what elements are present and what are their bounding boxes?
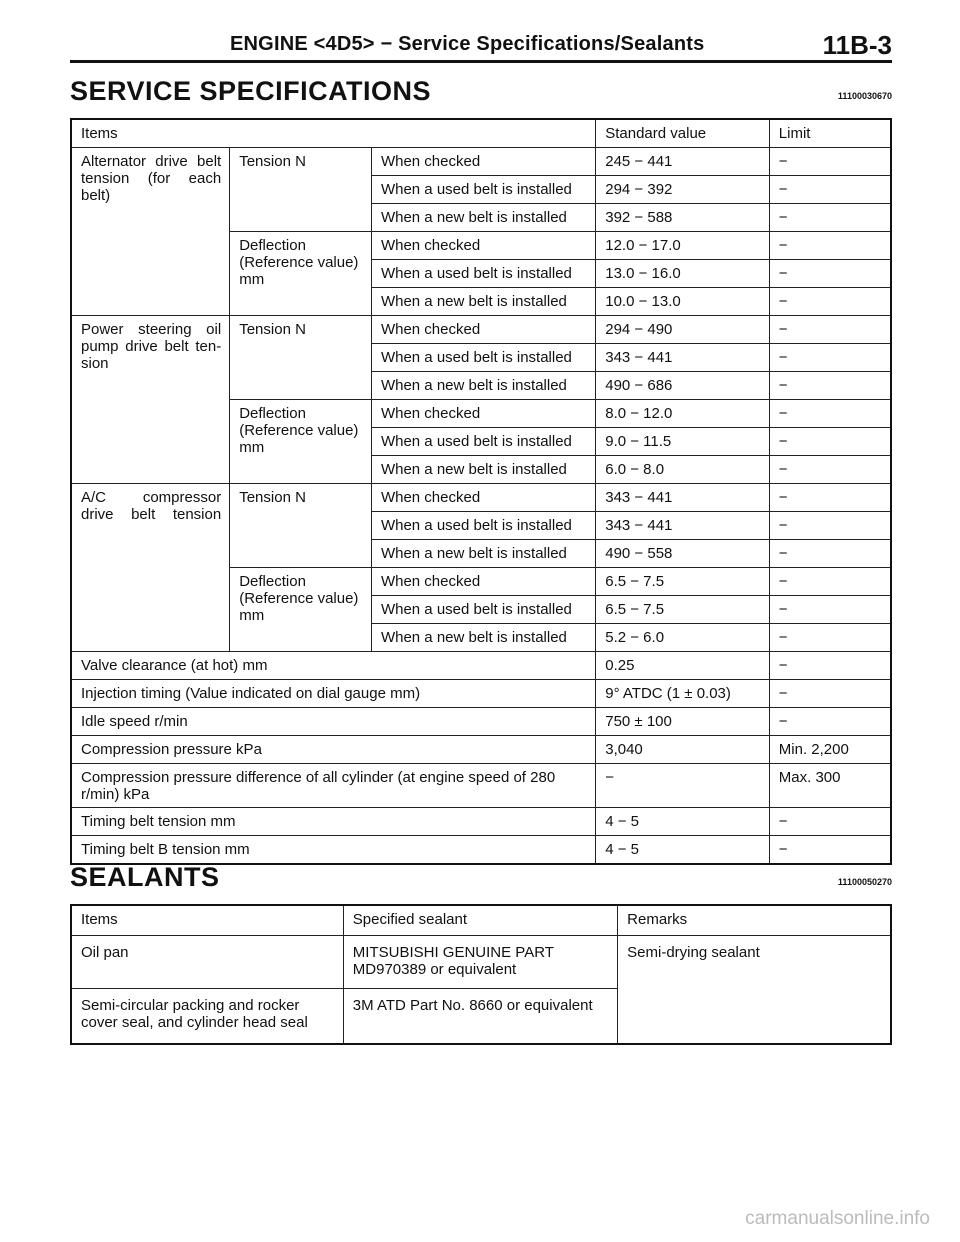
col-header-standard: Standard value <box>596 119 770 148</box>
standard-value: 9.0 − 11.5 <box>596 428 770 456</box>
standard-value: 343 − 441 <box>596 512 770 540</box>
belt-item-label: Alternator drive belt tension (for each belt) <box>71 148 230 316</box>
limit-value: − <box>769 204 891 232</box>
limit-value: − <box>769 456 891 484</box>
table-header-row <box>71 119 891 148</box>
belt-condition: When a new belt is installed <box>371 540 595 568</box>
table-row <box>71 708 891 736</box>
spec-item: Compression pressure difference of all cylinder (at engine speed of 280 r/min) kPa <box>71 764 596 808</box>
limit-value: − <box>769 316 891 344</box>
belt-condition: When checked <box>371 400 595 428</box>
sealant-item: Semi-circular packing and rocker cover seal, and cylinder head seal <box>71 989 343 1045</box>
table-row <box>71 736 891 764</box>
standard-value: 13.0 − 16.0 <box>596 260 770 288</box>
limit-value: − <box>769 512 891 540</box>
col-header-items: Items <box>71 905 343 936</box>
table-row <box>71 836 891 865</box>
deflection-label: Deflection (Reference value) mm <box>230 568 372 652</box>
spec-item: Timing belt tension mm <box>71 808 596 836</box>
standard-value: − <box>596 764 770 808</box>
col-header-sealant: Specified sealant <box>343 905 617 936</box>
spec-item: Valve clearance (at hot) mm <box>71 652 596 680</box>
standard-value: 6.5 − 7.5 <box>596 568 770 596</box>
limit-value: − <box>769 372 891 400</box>
limit-value: Min. 2,200 <box>769 736 891 764</box>
page-header <box>70 30 892 63</box>
sealant-remarks: Semi-drying sealant <box>618 936 891 1045</box>
belt-condition: When a used belt is installed <box>371 512 595 540</box>
standard-value: 6.5 − 7.5 <box>596 596 770 624</box>
limit-value: − <box>769 540 891 568</box>
belt-item-label: Power steering oil pump drive belt ten- sion <box>71 316 230 484</box>
table-header-row <box>71 905 891 936</box>
spec-item: Compression pressure kPa <box>71 736 596 764</box>
table-row <box>71 764 891 808</box>
standard-value: 294 − 490 <box>596 316 770 344</box>
belt-condition: When checked <box>371 568 595 596</box>
standard-value: 245 − 441 <box>596 148 770 176</box>
standard-value: 9° ATDC (1 ± 0.03) <box>596 680 770 708</box>
limit-value: − <box>769 428 891 456</box>
limit-value: − <box>769 232 891 260</box>
belt-condition: When a new belt is installed <box>371 204 595 232</box>
page-number: 11B-3 <box>822 30 892 60</box>
sealant-specified: 3M ATD Part No. 8660 or equivalent <box>343 989 617 1045</box>
standard-value: 294 − 392 <box>596 176 770 204</box>
sealants-title: SEALANTS <box>70 862 220 892</box>
belt-condition: When checked <box>371 484 595 512</box>
belt-condition: When a new belt is installed <box>371 372 595 400</box>
standard-value: 750 ± 100 <box>596 708 770 736</box>
table-row <box>71 484 891 512</box>
belt-condition: When a used belt is installed <box>371 428 595 456</box>
standard-value: 4 − 5 <box>596 836 770 865</box>
col-header-items: Items <box>71 119 596 148</box>
belt-condition: When a used belt is installed <box>371 260 595 288</box>
spec-item: Timing belt B tension mm <box>71 836 596 865</box>
sealant-specified: MITSUBISHI GENUINE PART MD970389 or equivalent <box>343 936 617 989</box>
service-specifications-table <box>70 118 892 865</box>
limit-value: − <box>769 624 891 652</box>
standard-value: 4 − 5 <box>596 808 770 836</box>
standard-value: 490 − 558 <box>596 540 770 568</box>
belt-condition: When a new belt is installed <box>371 456 595 484</box>
deflection-label: Deflection (Reference value) mm <box>230 400 372 484</box>
limit-value: − <box>769 808 891 836</box>
table-row <box>71 316 891 344</box>
belt-condition: When checked <box>371 316 595 344</box>
standard-value: 0.25 <box>596 652 770 680</box>
belt-condition: When a new belt is installed <box>371 624 595 652</box>
service-specifications-title: SERVICE SPECIFICATIONS <box>70 76 432 106</box>
spec-item: Idle speed r/min <box>71 708 596 736</box>
spec-item: Injection timing (Value indicated on dial gauge mm) <box>71 680 596 708</box>
col-header-remarks: Remarks <box>618 905 891 936</box>
belt-condition: When checked <box>371 232 595 260</box>
belt-condition: When a used belt is installed <box>371 344 595 372</box>
standard-value: 5.2 − 6.0 <box>596 624 770 652</box>
table-row <box>71 148 891 176</box>
limit-value: − <box>769 596 891 624</box>
standard-value: 343 − 441 <box>596 344 770 372</box>
belt-condition: When checked <box>371 148 595 176</box>
table-row <box>71 680 891 708</box>
sealant-item: Oil pan <box>71 936 343 989</box>
limit-value: − <box>769 708 891 736</box>
limit-value: − <box>769 400 891 428</box>
col-header-limit: Limit <box>769 119 891 148</box>
page-header-title: ENGINE <4D5> − Service Specifications/Sealants <box>230 33 705 55</box>
standard-value: 6.0 − 8.0 <box>596 456 770 484</box>
standard-value: 12.0 − 17.0 <box>596 232 770 260</box>
limit-value: − <box>769 680 891 708</box>
standard-value: 10.0 − 13.0 <box>596 288 770 316</box>
standard-value: 490 − 686 <box>596 372 770 400</box>
belt-condition: When a new belt is installed <box>371 288 595 316</box>
limit-value: − <box>769 288 891 316</box>
limit-value: − <box>769 836 891 865</box>
standard-value: 392 − 588 <box>596 204 770 232</box>
belt-item-label: A/C compressor drive belt tension <box>71 484 230 652</box>
tension-label: Tension N <box>230 484 372 568</box>
watermark: carmanualsonline.info <box>745 1208 930 1229</box>
table-row <box>71 808 891 836</box>
tension-label: Tension N <box>230 148 372 232</box>
limit-value: − <box>769 148 891 176</box>
limit-value: − <box>769 652 891 680</box>
limit-value: − <box>769 176 891 204</box>
belt-condition: When a used belt is installed <box>371 176 595 204</box>
limit-value: − <box>769 260 891 288</box>
standard-value: 3,040 <box>596 736 770 764</box>
limit-value: − <box>769 344 891 372</box>
sealants-code: 11100050270 <box>837 877 892 887</box>
table-row <box>71 936 891 989</box>
table-row <box>71 652 891 680</box>
service-specifications-code: 11100030670 <box>837 91 892 101</box>
limit-value: − <box>769 484 891 512</box>
deflection-label: Deflection (Reference value) mm <box>230 232 372 316</box>
standard-value: 343 − 441 <box>596 484 770 512</box>
standard-value: 8.0 − 12.0 <box>596 400 770 428</box>
sealants-table <box>70 904 892 1045</box>
limit-value: − <box>769 568 891 596</box>
belt-condition: When a used belt is installed <box>371 596 595 624</box>
tension-label: Tension N <box>230 316 372 400</box>
limit-value: Max. 300 <box>769 764 891 808</box>
